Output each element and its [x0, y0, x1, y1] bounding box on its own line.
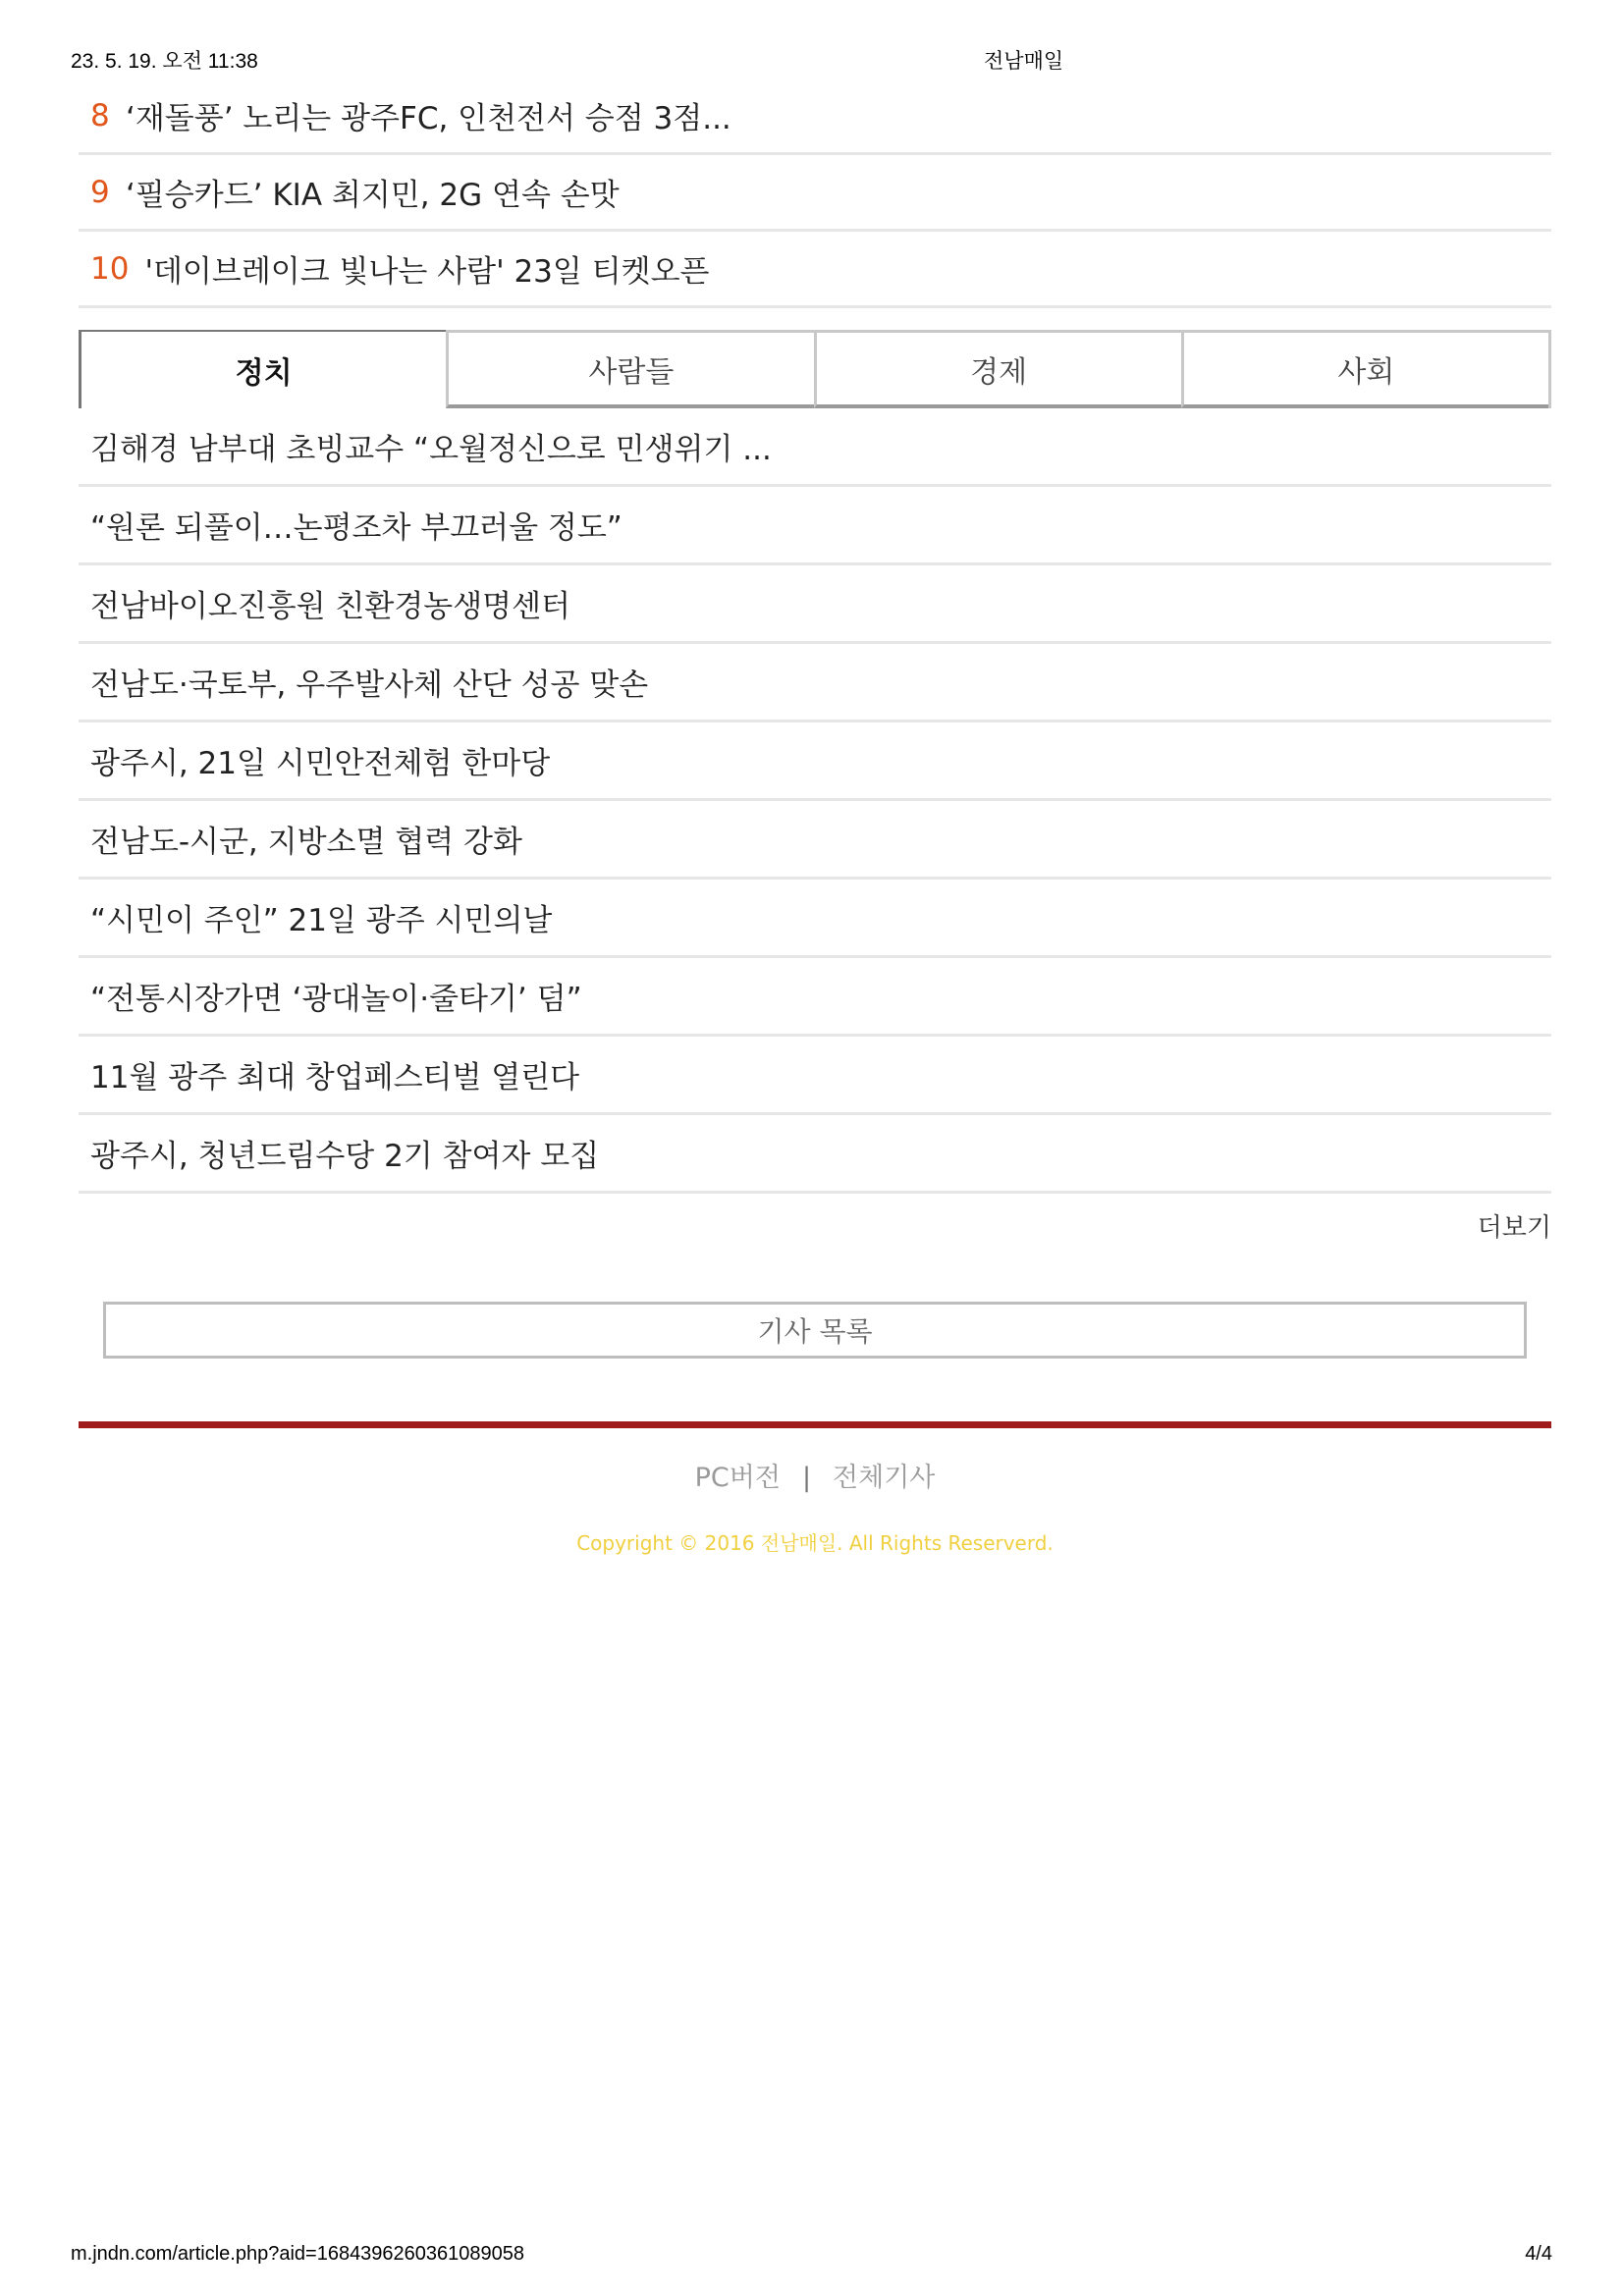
- category-tabs: [79, 330, 1551, 408]
- rank-number: 10: [90, 250, 130, 287]
- tab-people[interactable]: 사람들: [446, 333, 813, 408]
- tab-society[interactable]: 사회: [1181, 333, 1548, 408]
- tab-politics[interactable]: 정치: [79, 330, 446, 408]
- page-content: [79, 79, 1551, 1556]
- all-articles-link[interactable]: 전체기사: [833, 1463, 936, 1493]
- list-item[interactable]: “전통시장가면 ‘광대놀이·줄타기’ 덤”: [79, 958, 1551, 1037]
- news-list: [79, 408, 1551, 1194]
- tab-economy[interactable]: 경제: [814, 333, 1181, 408]
- print-header: [71, 45, 1552, 75]
- list-item[interactable]: 김해경 남부대 초빙교수 “오월정신으로 민생위기 ...: [79, 408, 1551, 487]
- print-date: 23. 5. 19. 오전 11:38: [71, 50, 258, 73]
- rank-number: 9: [90, 174, 110, 210]
- rank-title[interactable]: '데이브레이크 빛나는 사람' 23일 티켓오픈: [144, 254, 710, 290]
- list-item[interactable]: “원론 되풀이…논평조차 부끄러울 정도”: [79, 487, 1551, 565]
- list-item[interactable]: [79, 79, 1551, 155]
- rank-title[interactable]: ‘재돌풍’ 노리는 광주FC, 인천전서 승점 3점...: [126, 101, 731, 136]
- list-item[interactable]: 전남도-시군, 지방소멸 협력 강화: [79, 801, 1551, 880]
- print-footer: [71, 2243, 1552, 2272]
- list-item[interactable]: “시민이 주인” 21일 광주 시민의날: [79, 880, 1551, 958]
- list-item[interactable]: [79, 155, 1551, 232]
- list-item[interactable]: 전남도·국토부, 우주발사체 산단 성공 맞손: [79, 644, 1551, 722]
- rank-number: 8: [90, 97, 110, 133]
- list-item[interactable]: 전남바이오진흥원 친환경농생명센터: [79, 565, 1551, 644]
- rank-title[interactable]: ‘필승카드’ KIA 최지민, 2G 연속 손맛: [126, 178, 620, 213]
- pc-version-link[interactable]: PC버전: [694, 1463, 781, 1493]
- list-item[interactable]: 11월 광주 최대 창업페스티벌 열린다: [79, 1037, 1551, 1115]
- print-page-number: 4/4: [1525, 2243, 1552, 2265]
- more-row: [79, 1194, 1551, 1255]
- ranking-list: [79, 79, 1551, 308]
- copyright: Copyright © 2016 전남매일. All Rights Reserverd.: [576, 1531, 1054, 1555]
- print-url: m.jndn.com/article.php?aid=1684396260361089058: [71, 2243, 525, 2265]
- print-site-title: 전남매일: [984, 50, 1064, 73]
- list-item[interactable]: [79, 232, 1551, 308]
- footer-separator: |: [801, 1463, 812, 1493]
- footer-links: [79, 1456, 1551, 1494]
- list-item[interactable]: 광주시, 21일 시민안전체험 한마당: [79, 722, 1551, 801]
- footer-divider: [79, 1421, 1551, 1428]
- more-link[interactable]: 더보기: [1477, 1213, 1551, 1243]
- article-list-button[interactable]: 기사 목록: [103, 1302, 1527, 1359]
- list-item[interactable]: 광주시, 청년드림수당 2기 참여자 모집: [79, 1115, 1551, 1194]
